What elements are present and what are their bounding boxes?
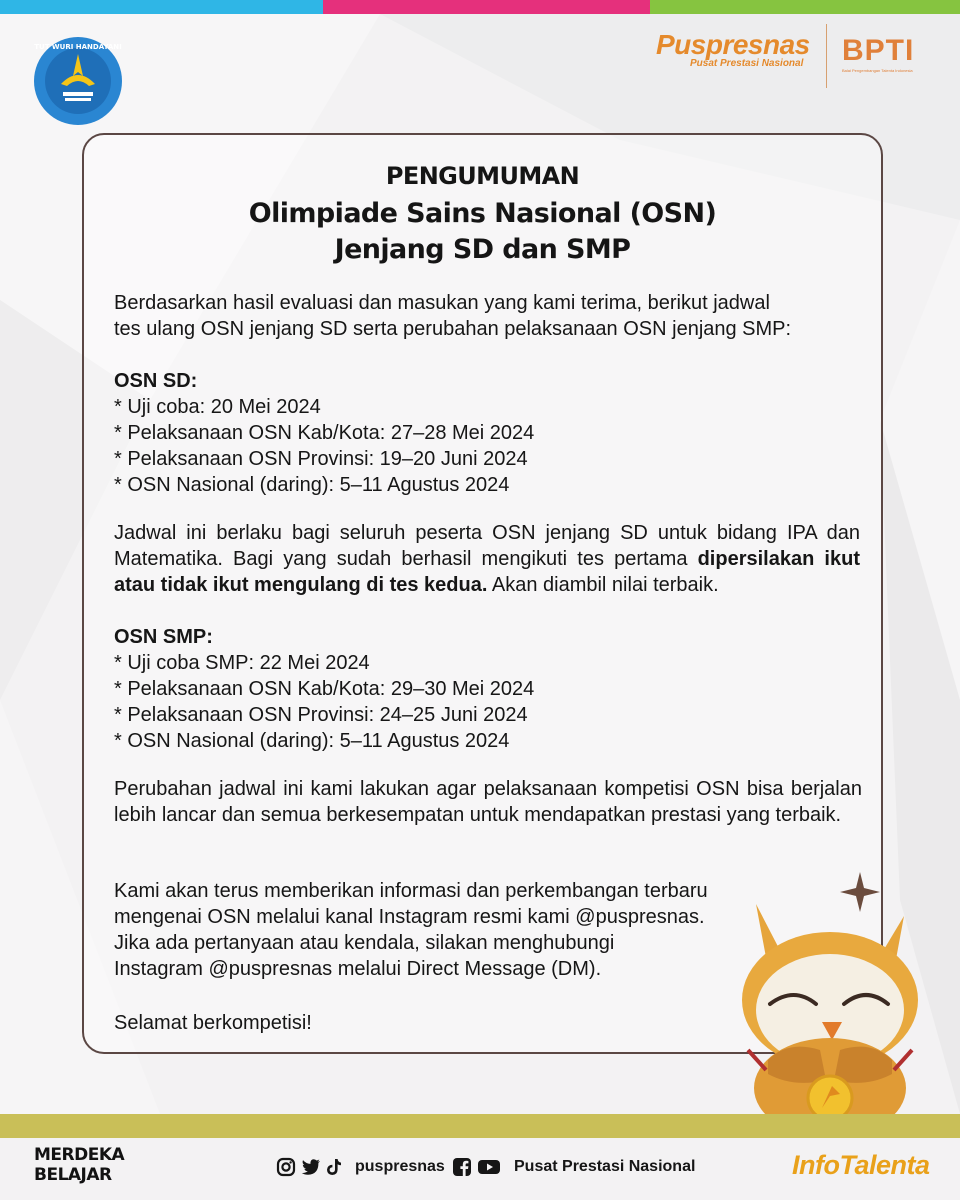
tiktok-icon[interactable] xyxy=(326,1158,342,1176)
top-bar-pink xyxy=(323,0,650,14)
sd-note-text-1: Jadwal ini berlaku bagi seluruh peserta OSN jenjang SD untuk bidang IPA dan Matematika. Bagi yang sudah berhasil mengikuti tes pertama xyxy=(114,522,860,570)
osn-sd-item: * Pelaksanaan OSN Provinsi: 19–20 Juni 2024 xyxy=(114,448,528,470)
instagram-icon[interactable] xyxy=(276,1157,296,1177)
merdeka-line-2: BELAJAR xyxy=(34,1165,112,1185)
top-bar-blue xyxy=(0,0,323,14)
osn-sd-item: * Pelaksanaan OSN Kab/Kota: 27–28 Mei 2024 xyxy=(114,422,535,444)
puspresnas-logo xyxy=(656,30,810,69)
sparkle-icon xyxy=(840,872,880,912)
closing-text: Selamat berkompetisi! xyxy=(114,1012,312,1034)
tut-wuri-text: TUT WURI HANDAYANI xyxy=(34,43,122,51)
title-pengumuman: PENGUMUMAN xyxy=(385,162,580,190)
sd-note-text-2: Akan diambil nilai terbaik. xyxy=(487,574,719,596)
social-handle-group[interactable] xyxy=(276,1157,445,1177)
title-jenjang: Jenjang SD dan SMP xyxy=(334,234,631,265)
merdeka-line-1: MERDEKA xyxy=(34,1145,125,1165)
puspresnas-subtitle: Pusat Prestasi Nasional xyxy=(690,58,804,69)
infotalenta-info: Info xyxy=(792,1150,840,1180)
infotalenta-logo xyxy=(792,1150,930,1181)
bpti-wordmark: BPTI xyxy=(842,34,915,67)
top-bar-green xyxy=(650,0,960,14)
youtube-icon[interactable] xyxy=(477,1158,501,1176)
osn-smp-item: * OSN Nasional (daring): 5–11 Agustus 2024 xyxy=(114,730,510,752)
bpti-subtitle: Balai Pengembangan Talenta Indonesia xyxy=(842,68,913,73)
intro-line-1: Berdasarkan hasil evaluasi dan masukan yang kami terima, berikut jadwal xyxy=(114,292,770,314)
social-name-group[interactable] xyxy=(452,1157,695,1177)
osn-smp-item: * Pelaksanaan OSN Provinsi: 24–25 Juni 2024 xyxy=(114,704,528,726)
osn-sd-heading: OSN SD: xyxy=(114,370,198,392)
facebook-icon[interactable] xyxy=(452,1157,472,1177)
bpti-logo xyxy=(842,36,922,73)
owl-mascot-illustration xyxy=(708,870,960,1140)
puspresnas-wordmark: Puspresnas xyxy=(656,29,810,60)
intro-paragraph xyxy=(114,290,814,342)
osn-sd-schedule xyxy=(114,368,834,498)
info-line-3: Jika ada pertanyaan atau kendala, silakan menghubungi xyxy=(114,932,615,954)
osn-sd-item: * OSN Nasional (daring): 5–11 Agustus 2024 xyxy=(114,474,510,496)
merdeka-belajar-logo xyxy=(34,1145,124,1185)
infotalenta-talenta: Talenta xyxy=(839,1150,930,1180)
sd-note-paragraph xyxy=(114,520,860,598)
osn-smp-item: * Pelaksanaan OSN Kab/Kota: 29–30 Mei 2024 xyxy=(114,678,535,700)
bottom-color-strip xyxy=(0,1114,960,1138)
title-osn: Olimpiade Sains Nasional (OSN) xyxy=(248,198,717,229)
info-note-paragraph xyxy=(114,878,754,982)
top-color-bar xyxy=(0,0,960,14)
social-name-label[interactable]: Pusat Prestasi Nasional xyxy=(514,1158,696,1175)
info-line-1: Kami akan terus memberikan informasi dan perkembangan terbaru xyxy=(114,880,708,902)
sd-note-bold: dipersilakan ikut atau tidak ikut mengulang di tes kedua. xyxy=(114,548,860,596)
info-line-4: Instagram @puspresnas melalui Direct Message (DM). xyxy=(114,958,602,980)
osn-smp-item: * Uji coba SMP: 22 Mei 2024 xyxy=(114,652,370,674)
osn-sd-item: * Uji coba: 20 Mei 2024 xyxy=(114,396,321,418)
intro-line-2: tes ulang OSN jenjang SD serta perubahan pelaksanaan OSN jenjang SMP: xyxy=(114,318,792,340)
twitter-icon[interactable] xyxy=(301,1158,321,1176)
logo-divider xyxy=(826,24,827,88)
tut-wuri-handayani-logo xyxy=(33,36,123,126)
change-note-paragraph: Perubahan jadwal ini kami lakukan agar pelaksanaan kompetisi OSN bisa berjalan lebih lancar dan semua berkesempatan untuk mendapatkan prestasi yang terbaik. xyxy=(114,778,862,826)
social-handle-label[interactable]: puspresnas xyxy=(355,1158,445,1175)
info-line-2: mengenai OSN melalui kanal Instagram resmi kami @puspresnas. xyxy=(114,906,705,928)
osn-smp-schedule xyxy=(114,624,834,754)
osn-smp-heading: OSN SMP: xyxy=(114,626,213,648)
